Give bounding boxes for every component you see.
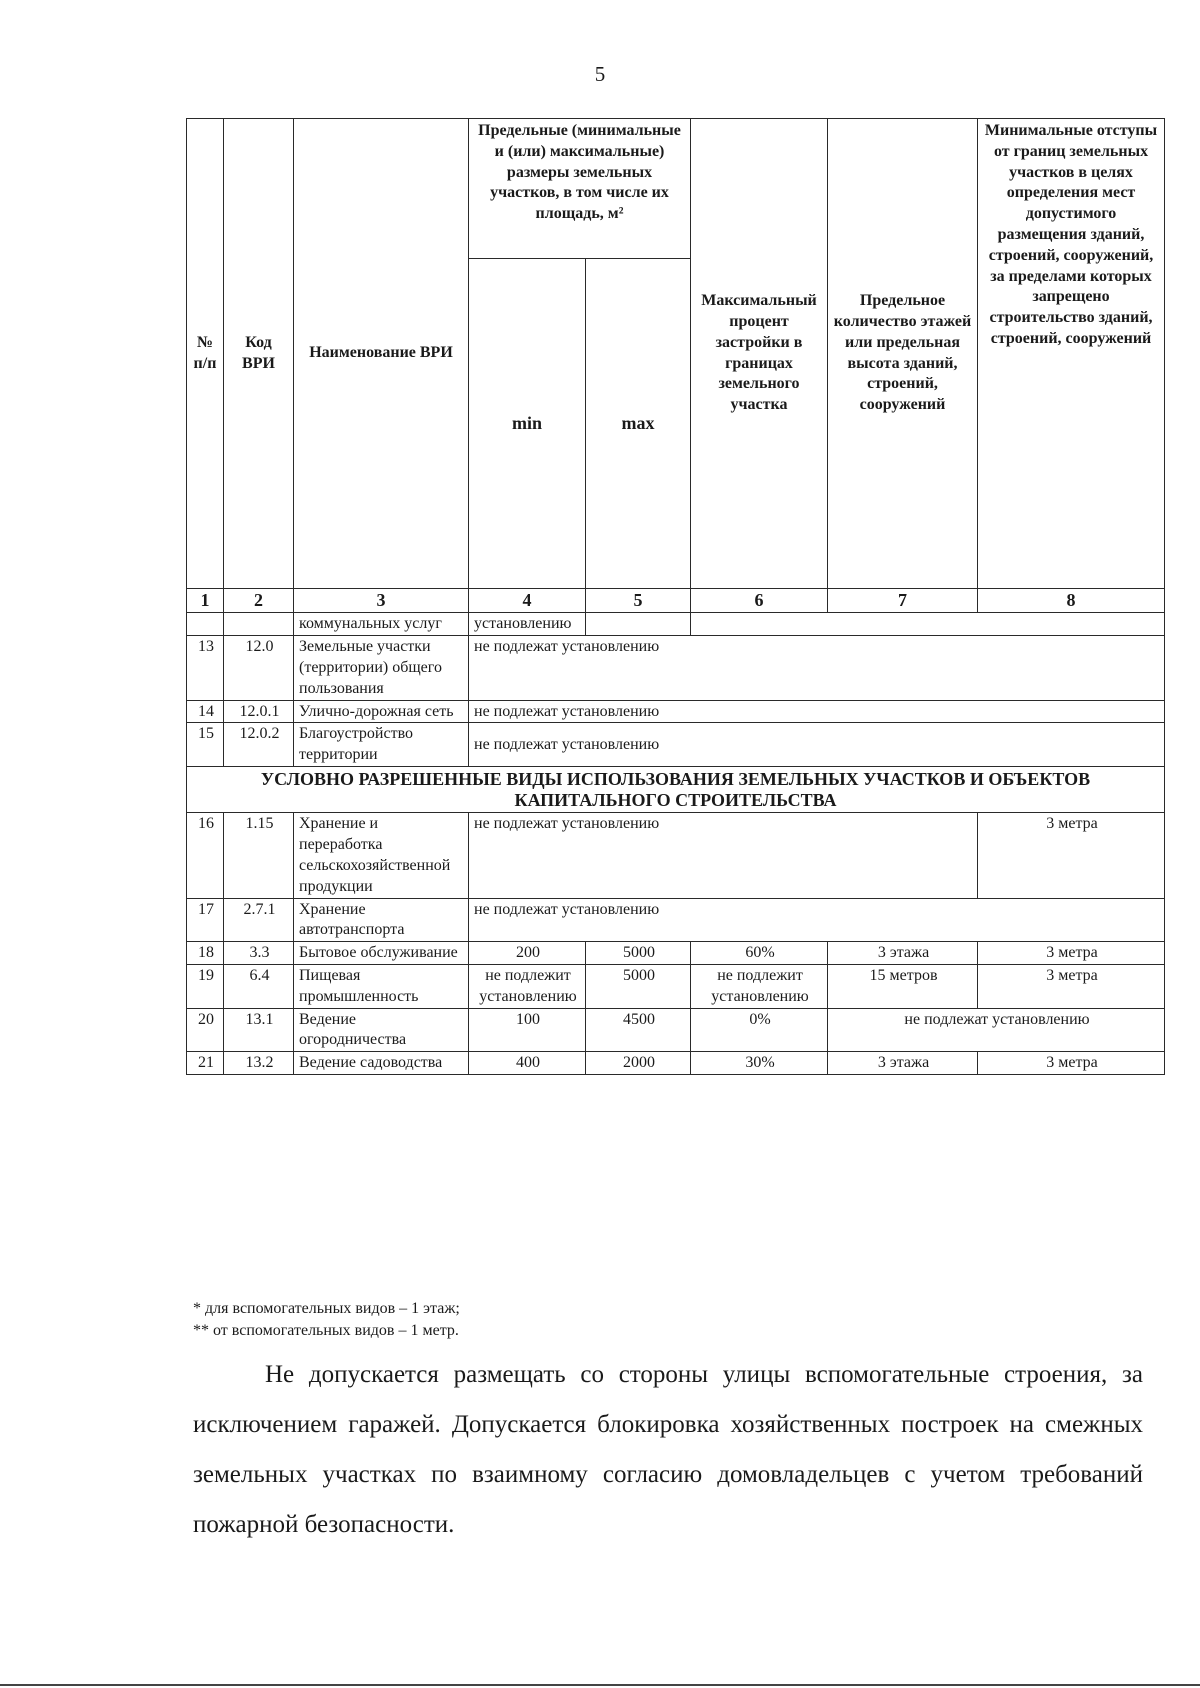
- cell-max: [586, 613, 691, 636]
- section-row: [187, 766, 1165, 812]
- body-paragraph: Не допускается размещать со стороны улицы вспомогательные строения, за исключением гаражей. Допускается блокировка хозяйственных построек на смежных земельных участках по взаимному согласию домовладельцев с учетом требований пожарной безопасности.: [193, 1361, 1143, 1538]
- cell-num: 13: [187, 636, 224, 700]
- table-row: [187, 613, 1165, 636]
- header-code: Код ВРИ: [224, 119, 294, 589]
- cell-code: 12.0.2: [224, 723, 294, 767]
- column-number: 8: [978, 589, 1165, 613]
- cell-code: 13.1: [224, 1008, 294, 1052]
- cell-min: установлению: [469, 613, 586, 636]
- cell-value: не подлежат установлению: [469, 636, 1165, 700]
- column-number: 2: [224, 589, 294, 613]
- section-title: УСЛОВНО РАЗРЕШЕННЫЕ ВИДЫ ИСПОЛЬЗОВАНИЯ ЗЕМЕЛЬНЫХ УЧАСТКОВ И ОБЪЕКТОВ КАПИТАЛЬНОГО СТРОИТЕЛЬСТВА: [187, 766, 1165, 812]
- cell-max: 5000: [586, 964, 691, 1008]
- table-row: [187, 723, 1165, 767]
- cell-code: [224, 613, 294, 636]
- cell-num: 17: [187, 898, 224, 942]
- column-number: 7: [828, 589, 978, 613]
- cell-num: 16: [187, 813, 224, 898]
- cell-value: не подлежат установлению: [469, 723, 1165, 767]
- cell-setback: 3 метра: [978, 964, 1165, 1008]
- header-name: Наименование ВРИ: [294, 119, 469, 589]
- header-sizes: Предельные (минимальные и (или) максимальные) размеры земельных участков, в том числе их площадь, м²: [469, 119, 691, 259]
- footnotes: [193, 1298, 460, 1342]
- cell-num: 21: [187, 1052, 224, 1075]
- cell-setback: 3 метра: [978, 813, 1165, 898]
- cell-value: не подлежат установлению: [469, 813, 978, 898]
- footnote: ** от вспомогательных видов – 1 метр.: [193, 1322, 459, 1339]
- cell-name: Земельные участки (территории) общего пользования: [294, 636, 469, 700]
- cell-code: 2.7.1: [224, 898, 294, 942]
- cell-max: 2000: [586, 1052, 691, 1075]
- cell-percent: 0%: [691, 1008, 828, 1052]
- table-row: [187, 898, 1165, 942]
- cell-min: 200: [469, 942, 586, 965]
- column-number: 1: [187, 589, 224, 613]
- cell-num: 19: [187, 964, 224, 1008]
- cell-num: 18: [187, 942, 224, 965]
- table-row: [187, 700, 1165, 723]
- header-floors: Предельное количество этажей или предельная высота зданий, строений, сооружений: [828, 119, 978, 589]
- cell-value: не подлежат установлению: [469, 898, 1165, 942]
- column-number-row: [187, 589, 1165, 613]
- table-row: [187, 636, 1165, 700]
- cell-percent: не подлежит установлению: [691, 964, 828, 1008]
- header-max-percent: Максимальный процент застройки в границах земельного участка: [691, 119, 828, 589]
- table-row: [187, 1052, 1165, 1075]
- header-num: № п/п: [187, 119, 224, 589]
- header-max: max: [586, 259, 691, 589]
- column-number: 6: [691, 589, 828, 613]
- page-number: 5: [594, 62, 606, 86]
- cell-max: 4500: [586, 1008, 691, 1052]
- cell-code: 3.3: [224, 942, 294, 965]
- table-row: [187, 1008, 1165, 1052]
- page-bottom-rule: [0, 1684, 1200, 1686]
- cell-value: не подлежат установлению: [469, 700, 1165, 723]
- header-min: min: [469, 259, 586, 589]
- cell-floors: 15 метров: [828, 964, 978, 1008]
- cell-min: 100: [469, 1008, 586, 1052]
- cell-min: 400: [469, 1052, 586, 1075]
- cell-num: 14: [187, 700, 224, 723]
- header-setbacks: Минимальные отступы от границ земельных участков в целях определения мест допустимого размещения зданий, строений, сооружений, за пределами которых запрещено строительство зданий, строений, сооружений: [978, 119, 1165, 589]
- cell-floors: 3 этажа: [828, 1052, 978, 1075]
- cell-code: 13.2: [224, 1052, 294, 1075]
- cell-setback: 3 метра: [978, 1052, 1165, 1075]
- cell-value: не подлежат установлению: [828, 1008, 1165, 1052]
- table-row: [187, 813, 1165, 898]
- cell-min: не подлежит установлению: [469, 964, 586, 1008]
- cell-floors: 3 этажа: [828, 942, 978, 965]
- cell-setback: 3 метра: [978, 942, 1165, 965]
- land-use-table: [186, 118, 1165, 1075]
- footnote: * для вспомогательных видов – 1 этаж;: [193, 1300, 460, 1317]
- cell-name: Хранение автотранспорта: [294, 898, 469, 942]
- cell-percent: 30%: [691, 1052, 828, 1075]
- cell-num: 20: [187, 1008, 224, 1052]
- cell-name: коммунальных услуг: [294, 613, 469, 636]
- cell-name: Благоустройство территории: [294, 723, 469, 767]
- table-row: [187, 942, 1165, 965]
- cell-num: [187, 613, 224, 636]
- column-number: 5: [586, 589, 691, 613]
- cell-name: Пищевая промышленность: [294, 964, 469, 1008]
- cell-name: Хранение и переработка сельскохозяйственной продукции: [294, 813, 469, 898]
- column-number: 3: [294, 589, 469, 613]
- cell-empty: [691, 613, 1165, 636]
- cell-name: Ведение садоводства: [294, 1052, 469, 1075]
- cell-percent: 60%: [691, 942, 828, 965]
- cell-num: 15: [187, 723, 224, 767]
- cell-code: 6.4: [224, 964, 294, 1008]
- column-number: 4: [469, 589, 586, 613]
- cell-max: 5000: [586, 942, 691, 965]
- cell-code: 12.0.1: [224, 700, 294, 723]
- cell-name: Бытовое обслуживание: [294, 942, 469, 965]
- cell-code: 1.15: [224, 813, 294, 898]
- cell-code: 12.0: [224, 636, 294, 700]
- cell-name: Ведение огородничества: [294, 1008, 469, 1052]
- table-row: [187, 964, 1165, 1008]
- cell-name: Улично-дорожная сеть: [294, 700, 469, 723]
